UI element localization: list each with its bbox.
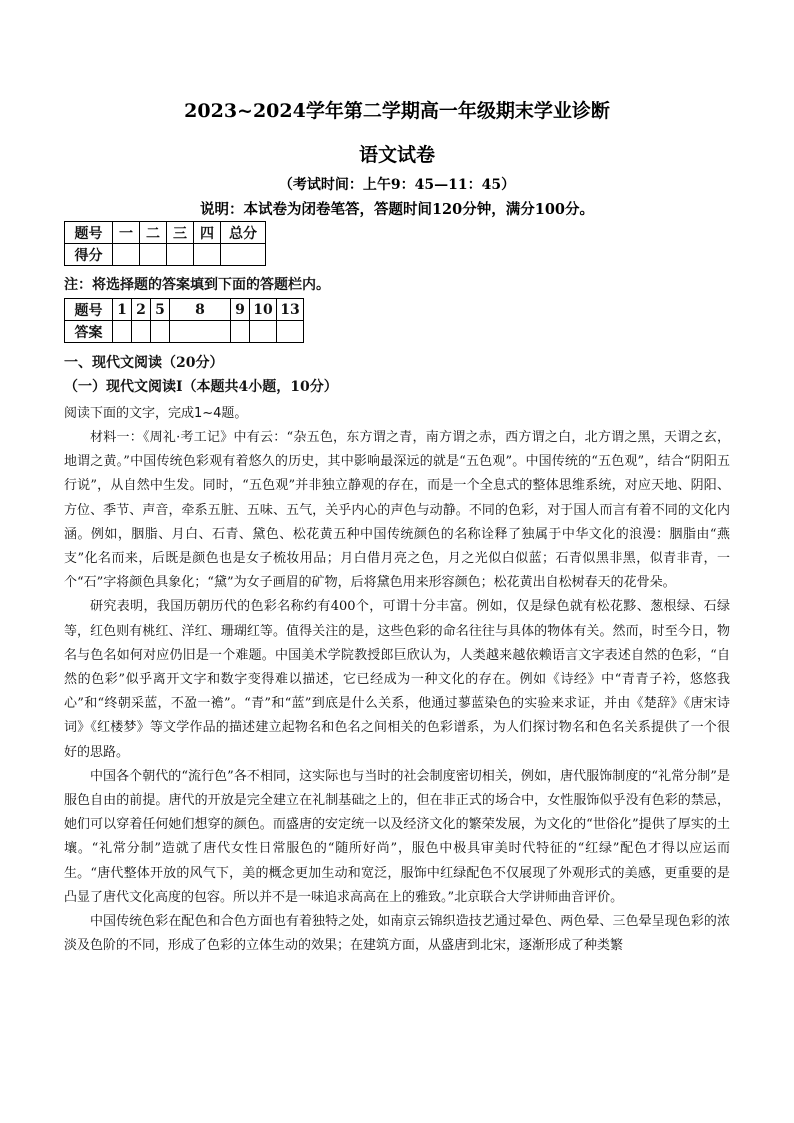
score-input-cell[interactable] — [167, 244, 194, 266]
score-header-cell: 三 — [167, 222, 194, 244]
score-table-score-row — [65, 244, 266, 266]
answer-input-cell[interactable] — [132, 321, 151, 343]
subsection-heading: （一）现代文阅读Ⅰ（本题共4小题，10分） — [64, 379, 338, 395]
passage-paragraph: 中国传统色彩在配色和合色方面也有着独特之处，如南京云锦织造技艺通过晕色、两色晕、三色晕呈现色彩的浓淡及色阶的不同，形成了色彩的立体生动的效果；在建筑方面，从盛唐到北宋，逐渐形成了种类繁 — [64, 914, 730, 954]
answer-input-cell[interactable] — [277, 321, 304, 343]
score-header-cell: 总分 — [221, 222, 266, 244]
score-header-cell: 二 — [140, 222, 167, 244]
score-input-cell[interactable] — [221, 244, 266, 266]
answer-table-header-row — [65, 299, 304, 321]
passage-paragraph: 材料一：《周礼·考工记》中有云：“杂五色，东方谓之青，南方谓之赤，西方谓之白，北方谓之黑，天谓之玄，地谓之黄。”中国传统色彩观有着悠久的历史，其中影响最深远的就是“五色观”。中国传统的“五色观”，结合“阴阳五行说”，从自然中生发。同时，“五色观”并非独立静观的存在，而是一个全息式的整体思维系统，对应天地、阴阳、方位、季节、声音，牵系五脏、五味、五气，关乎内心的声色与动静。不同的色彩，对于国人而言有着不同的文化内涵。例如，胭脂、月白、石青、黛色、松花黄五种中国传统颜色的名称诠释了独属于中华文化的浪漫：胭脂由“燕支”化名而来，后既是颜色也是女子梳妆用品；月白借月亮之色，月之光似白似蓝；石青似黑非黑，似青非青，一个“石”字将颜色具象化；“黛”为女子画眉的矿物，后将黛色用来形容颜色；松花黄出自松树春天的花骨朵。 — [64, 430, 730, 591]
reading-instruction: 阅读下面的文字，完成1~4题。 — [64, 406, 248, 421]
reading-passage — [64, 426, 730, 958]
answer-header-cell: 5 — [151, 299, 170, 321]
answer-input-cell[interactable] — [151, 321, 170, 343]
answer-header-cell: 13 — [277, 299, 304, 321]
answer-note: 注：将选择题的答案填到下面的答题栏内。 — [64, 277, 330, 293]
answer-header-cell: 2 — [132, 299, 151, 321]
answer-input-cell[interactable] — [250, 321, 277, 343]
score-input-cell[interactable] — [140, 244, 167, 266]
exam-time: （考试时间：上午9：45—11：45） — [278, 177, 516, 193]
passage-paragraph: 研究表明，我国历朝历代的色彩名称约有400个，可谓十分丰富。例如，仅是绿色就有松花黟、葱根绿、石绿等，红色则有桃红、洋红、珊瑚红等。值得关注的是，这些色彩的命名往往与具体的物体有关。然而，时至今日，物名与色名如何对应仍旧是一个难题。中国美术学院教授郎巨欣认为，人类越来越依赖语言文字表述自然的色彩，“自然的色彩”似乎离开文字和数字变得难以描述，它已经成为一种文化的存在。例如《诗经》中“青青子衿，悠悠我心”和“终朝采蓝，不盈一襜”。“青”和“蓝”到底是什么关系，他通过蓼蓝染色的实验来求证，并由《楚辞》《唐宋诗词》《红楼梦》等文学作品的描述建立起物名和色名之间相关的色彩谱系，为人们探讨物名和色名关系提供了一个很好的思路。 — [64, 599, 730, 760]
score-input-cell[interactable] — [113, 244, 140, 266]
exam-title: 2023~2024学年第二学期高一年级期末学业诊断 — [184, 100, 610, 122]
section-heading: 一、现代文阅读（20分） — [64, 355, 224, 371]
answer-row-label: 答案 — [65, 321, 113, 343]
answer-header-cell: 题号 — [65, 299, 113, 321]
answer-header-cell: 8 — [170, 299, 231, 321]
score-table-header-row — [65, 222, 266, 244]
answer-table — [64, 298, 304, 343]
answer-header-cell: 1 — [113, 299, 132, 321]
passage-paragraph: 中国各个朝代的“流行色”各不相同，这实际也与当时的社会制度密切相关，例如，唐代服饰制度的“礼常分制”是服色自由的前提。唐代的开放是完全建立在礼制基础之上的，但在非正式的场合中，女性服饰似乎没有色彩的禁忌，她们可以穿着任何她们想穿的颜色。而盛唐的安定统一以及经济文化的繁荣发展，为文化的“世俗化”提供了厚实的土壤。“礼常分制”造就了唐代女性日常服色的“随所好尚”，服色中极具审美时代特征的“红绿”配色才得以应运而生。“唐代整体开放的风气下，美的概念更加生动和宽泛，服饰中红绿配色不仅展现了外观形式的美感，更重要的是凸显了唐代文化高度的包容。所以并不是一味追求高高在上的雅致。”北京联合大学讲师曲音评价。 — [64, 768, 730, 905]
exam-instructions: 说明：本试卷为闭卷笔答，答题时间120分钟，满分100分。 — [199, 201, 595, 218]
answer-table-answer-row — [65, 321, 304, 343]
score-header-cell: 四 — [194, 222, 221, 244]
score-header-cell: 一 — [113, 222, 140, 244]
score-row-label: 得分 — [65, 244, 113, 266]
score-input-cell[interactable] — [194, 244, 221, 266]
score-header-cell: 题号 — [65, 222, 113, 244]
answer-header-cell: 9 — [231, 299, 250, 321]
answer-input-cell[interactable] — [170, 321, 231, 343]
answer-header-cell: 10 — [250, 299, 277, 321]
subject-title: 语文试卷 — [358, 144, 435, 166]
answer-input-cell[interactable] — [231, 321, 250, 343]
score-table — [64, 221, 266, 266]
answer-input-cell[interactable] — [113, 321, 132, 343]
